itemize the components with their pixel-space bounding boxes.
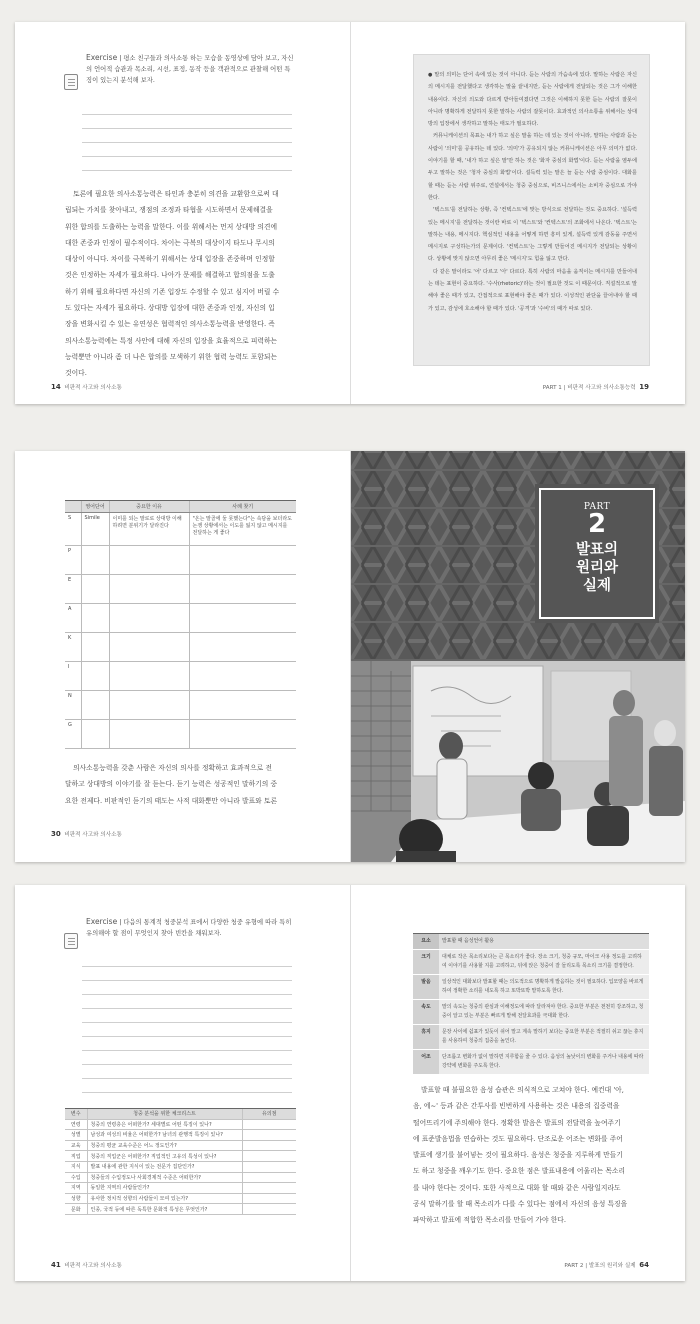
box-paragraph: '텍스트'를 전달하는 상황, 즉 '컨텍스트'에 맞는 방식으로 전달하는 것도 중요하다. '설득력 있는 메시지'를 전달하는 것이란 바로 이 '텍스트'와 '컨텍스트'의 조화에서 나온다. '텍스트'는 말하는 내용, 메시지다. 핵심적인 내용을 어떻게 하면 흥미 있게, 설득력 있게 감동을 주면서 메시지로 구성하는가의 문제이다. '컨텍스트'는 그렇게 만들어진 메시지가 전달되는 상황이다. 상황에 맞지 않으면 아무리 좋은 '메시지'도 힘을 잃고 만다. <box>428 207 637 263</box>
writing-line <box>82 128 292 129</box>
row-word <box>81 604 109 633</box>
row-word: Simile <box>81 513 109 546</box>
row-example <box>189 575 296 604</box>
row-letter: I <box>65 662 81 691</box>
writing-line <box>82 1008 292 1009</box>
exercise-icon <box>64 933 78 949</box>
part-title-line: 발표의 <box>575 542 619 558</box>
page-number: 30 <box>51 830 61 838</box>
page-number: 14 <box>51 383 61 391</box>
element-desc: 대체로 작은 목소리보다는 큰 목소리가 좋다. 장소 크기, 청중 규모, 마이크 사용 정도를 고려하여 이야기를 사용할 지를 고려하고, 뒤에 앉은 청중이 잘 들리도록 목소리 크기를 결정한다. <box>439 950 649 975</box>
writing-line <box>82 980 292 981</box>
writing-line <box>82 142 292 143</box>
box-paragraph: ● 말의 의미는 단어 속에 있는 것이 아니다. 듣는 사람의 가슴속에 있다. 말하는 사람은 자신의 메시지를 전달했다고 생각하는 말을 끝내지만, 듣는 사람에게 전달되는 것은 그가 이해한 내용이다. 자신의 의도와 다르게 받아들여졌다면 그것은 이해하지 못한 듣는 사람의 잘못이 아니라 명확하게 전달하지 못한 말하는 사람의 잘못이다. 효과적인 의사소통을 위해서는 상대방의 입장에서 생각하고 말하는 태도가 필요하다. <box>428 72 638 128</box>
left-folio <box>51 383 122 391</box>
table-row <box>65 1119 296 1130</box>
gutter <box>350 22 351 404</box>
right-folio: PART 1 | 비판적 사고와 의사소통능력 19 <box>542 383 649 391</box>
writing-line <box>82 1064 292 1065</box>
spread-pages-41-64 <box>15 885 685 1281</box>
left-folio <box>51 1261 122 1269</box>
body-line: 공식 말하기를 할 때 목소리가 다를 수 있다는 점에서 자신의 음성 특징을 <box>413 1200 628 1209</box>
table-header <box>65 501 81 513</box>
row-variable: 교육 <box>65 1140 87 1151</box>
row-check: 청중의 평균 교육수준은 어느 정도인가? <box>87 1140 242 1151</box>
table-row <box>65 633 296 662</box>
table-row <box>65 1193 296 1204</box>
part-label: PART 1 <box>542 385 562 391</box>
table-header: 발표할 때 음성언어 활용 <box>439 934 649 950</box>
page-number: 19 <box>639 383 649 391</box>
row-reason <box>109 691 189 720</box>
table-header: 유의점 <box>242 1109 296 1120</box>
exercise-text: 평소 친구들과 의사소통 하는 모습을 동영상에 담아 보고, 자신의 언어적 습관과 목소리, 시선, 표정, 동작 등을 객관적으로 관찰해 어떤 특징이 있는지 분석해 보자. <box>86 55 294 84</box>
row-word <box>81 575 109 604</box>
table-row <box>413 1050 649 1075</box>
quote-box <box>413 54 650 366</box>
exercise-label: Exercise <box>86 53 118 62</box>
body-line: 의사소통능력에는 특정 사안에 대해 자신의 입장을 효율적으로 피력하는 <box>65 336 278 345</box>
element-desc: 단조롭고 변화가 없이 말하면 지루함을 줄 수 있다. 음성의 높낮이의 변화를 주거나 내용에 따라 강약에 변화를 주도록 한다. <box>439 1050 649 1075</box>
row-reason <box>109 662 189 691</box>
table-row <box>65 1183 296 1194</box>
body-line: 능력뿐만 아니라 좀 더 나은 합의를 모색하기 위한 협력 능력도 포함되는 <box>65 352 278 361</box>
table-header-row <box>65 1109 296 1120</box>
row-reason: 이미를 되는 말로로 상대방 이해하려면 분위기가 달라진다 <box>109 513 189 546</box>
row-word <box>81 662 109 691</box>
table-row <box>413 950 649 975</box>
body-line: 발표에 생기를 불어넣는 것이 필요하다. 음성은 청중을 지루하게 만들기 <box>413 1151 623 1160</box>
body-line: 위한 합의를 도출하는 능력을 말한다. 이를 위해서는 먼저 상대방 의견에 <box>65 222 278 231</box>
page-number: 41 <box>51 1261 61 1269</box>
writing-line <box>82 1050 292 1051</box>
part-title-box <box>539 488 655 619</box>
row-note <box>242 1183 296 1194</box>
running-title: 비판적 사고와 의사소통 <box>64 832 122 838</box>
body-line: 음, 에~' 등과 같은 간투사를 빈번하게 사용하는 것은 내용의 집중력을 <box>413 1102 620 1111</box>
page-number: 64 <box>639 1261 649 1269</box>
table-row <box>65 1140 296 1151</box>
running-title: 비판적 사고와 의사소통 <box>64 1263 122 1269</box>
table-header: 청중 분석을 위한 체크리스트 <box>87 1109 242 1120</box>
table-row <box>65 1204 296 1215</box>
table-row <box>65 575 296 604</box>
running-title: 비판적 사고와 의사소통 <box>64 385 122 391</box>
row-variable: 직업 <box>65 1151 87 1162</box>
running-title: 발표의 원리와 실제 <box>588 1263 636 1269</box>
row-example <box>189 720 296 749</box>
table-row <box>65 604 296 633</box>
body-text <box>65 760 297 809</box>
box-paragraph: 커뮤니케이션의 목표는 내가 하고 싶은 말을 하는 데 있는 것이 아니라, 말하는 사람과 듣는 사람이 '의미'를 공유하는 데 있다. '의미'가 공유되지 않는 커뮤니케이션은 아무 의미가 없다. 이야기를 할 때, '내가 하고 싶은 말'만 하는 것은 '화자 중심의 화법'이다. 듣는 사람을 염두에 두고 말하는 것은 '청자 중심의 화법'이다. 설득력 있는 말은 늘 듣는 사람 중심이다. 대화를 할 때는 듣는 사람 위주로, 연설에서는 청중 중심으로, 비즈니스에서는 소비자 중심으로 가야 한다. <box>428 133 637 201</box>
audience-analysis-table <box>65 1108 296 1215</box>
table-header: 변수 <box>65 1109 87 1120</box>
meeting-photo-illustration <box>351 661 685 862</box>
table-header: 사례 찾기 <box>189 501 296 513</box>
writing-line <box>82 1078 292 1079</box>
row-check: 인종, 국적 등에 따른 독특한 문화적 특성은 무엇인가? <box>87 1204 242 1215</box>
body-line: 하기 위해 필요하다면 자신의 기존 입장도 수정할 수 있고 심지어 버릴 수 <box>65 287 280 296</box>
exercise-prompt: Exercise | 다음의 통계적 청중분석 표에서 다양한 청중 유형에 따라 특히 유의해야 할 점이 무엇인지 찾아 빈칸을 채워보자. <box>86 917 292 937</box>
left-folio <box>51 830 122 838</box>
row-variable: 수입 <box>65 1172 87 1183</box>
row-check: 유사한 정치적 성향의 사람들이 모여 있는가? <box>87 1193 242 1204</box>
row-reason <box>109 575 189 604</box>
row-check: 청중의 직업군은 어떠한가? 직업적인 고유의 특성이 있나? <box>87 1151 242 1162</box>
row-note <box>242 1140 296 1151</box>
table-header: 요소 <box>413 934 439 950</box>
row-variable: 문화 <box>65 1204 87 1215</box>
row-variable: 성별 <box>65 1130 87 1141</box>
row-check: 남성과 여성의 비율은 어떠한가? 남녀의 관행적 특징이 있나? <box>87 1130 242 1141</box>
row-reason <box>109 720 189 749</box>
row-example <box>189 604 296 633</box>
exercise-text: 다음의 통계적 청중분석 표에서 다양한 청중 유형에 따라 특히 유의해야 할 점이 무엇인지 찾아 빈칸을 채워보자. <box>86 919 292 937</box>
row-note <box>242 1151 296 1162</box>
body-line: 를 내야 한다는 것이다. 또한 사적으로 대화 할 때와 같은 사람일지라도 <box>413 1183 621 1192</box>
row-check: 동일한 지역의 사람들인가? <box>87 1183 242 1194</box>
element-desc: 문장 사이에 쉼표가 있듯이 쉬어 말고 계속 말하기 보다는 중요한 부분은 적절히 쉬고 끊는 휴지를 사용하여 청중의 집중을 높인다. <box>439 1025 649 1050</box>
writing-line <box>82 1036 292 1037</box>
element-key: 휴지 <box>413 1025 439 1050</box>
body-line: 달하고 상대방의 이야기를 잘 듣는다. 듣기 능력은 성공적인 말하기의 중 <box>65 780 278 789</box>
table-row <box>65 1130 296 1141</box>
writing-line <box>82 1022 292 1023</box>
row-note <box>242 1161 296 1172</box>
body-line: 대상이 아니다. 차이를 극복하기 위해서는 상대 입장을 존중하며 인정할 <box>65 255 275 264</box>
body-line: 발표할 때 불필요한 음성 습관은 의식적으로 고쳐야 한다. 예컨대 '아, <box>421 1086 624 1094</box>
body-line: 요한 전제다. 비판적인 듣기의 태도는 사적 대화뿐만 아니라 발표와 토론 <box>65 796 278 805</box>
part-title-line: 원리와 <box>575 560 619 576</box>
exercise-icon <box>64 74 78 90</box>
row-note <box>242 1119 296 1130</box>
row-note <box>242 1172 296 1183</box>
row-check: 발표 내용에 관한 지식이 있는 전문가 집단인가? <box>87 1161 242 1172</box>
row-example <box>189 546 296 575</box>
part-label: PART <box>583 502 611 512</box>
writing-line <box>82 994 292 995</box>
element-desc: 말의 속도는 청중의 관심과 이해정도에 따라 달라져야 한다. 중요한 부분은 천천히 강조하고, 청중이 알고 있는 부분은 빠르게 말해 전달효과를 극대화 한다. <box>439 1000 649 1025</box>
table-row <box>65 513 296 546</box>
part-number: 2 <box>587 509 607 539</box>
body-text <box>413 1082 649 1229</box>
row-note <box>242 1204 296 1215</box>
part-label: PART 2 <box>564 1263 584 1269</box>
running-title: 비판적 사고와 의사소통능력 <box>567 385 636 391</box>
row-check: 청중들의 수입정도나 사회경제적 수준은 어떠한가? <box>87 1172 242 1183</box>
body-line: 에 표준발음법을 연습하는 것도 필요하다. 단조로운 어조는 변화를 주어 <box>413 1134 623 1143</box>
right-folio: PART 2 | 발표의 원리와 실제 64 <box>564 1261 649 1269</box>
row-letter: G <box>65 720 81 749</box>
row-variable: 성향 <box>65 1193 87 1204</box>
element-desc: 일상적인 대화보다 발표할 때는 의도적으로 명확하게 발음하는 것이 필요하다. 입모양을 바르게 하여 정확한 소리를 내도록 하고 또박또박 말하도록 한다. <box>439 975 649 1000</box>
voice-elements-table <box>413 933 649 1075</box>
body-line: 립되는 가치를 찾아내고, 쟁점의 조정과 타협을 시도하면서 문제해결을 <box>65 206 273 215</box>
row-variable: 지역 <box>65 1183 87 1194</box>
writing-line <box>82 156 292 157</box>
spread-pages-14-19 <box>15 22 685 404</box>
exercise-prompt: Exercise | 평소 친구들과 의사소통 하는 모습을 동영상에 담아 보고, 자신의 언어적 습관과 목소리, 시선, 표정, 동작 등을 객관적으로 관찰해 어떤 특징이 있는지 분석해 보자. <box>86 53 294 84</box>
row-example <box>189 633 296 662</box>
table-row <box>65 1172 296 1183</box>
row-example: "온는 말골에 둘 못했는다"는 속담을 보더라도 논쟁 상황에서는 이도를 잃지 않고 메시지를 전달하는 게 좋다 <box>189 513 296 546</box>
row-reason <box>109 604 189 633</box>
writing-line <box>82 966 292 967</box>
row-example <box>189 662 296 691</box>
row-letter: A <box>65 604 81 633</box>
row-note <box>242 1193 296 1204</box>
table-header: 중요한 이유 <box>109 501 189 513</box>
row-reason <box>109 633 189 662</box>
row-word <box>81 633 109 662</box>
table-row <box>65 720 296 749</box>
row-variable: 지식 <box>65 1161 87 1172</box>
writing-line <box>82 170 292 171</box>
row-word <box>81 691 109 720</box>
body-text <box>65 186 297 382</box>
table-row <box>65 1151 296 1162</box>
writing-line <box>82 1092 292 1093</box>
gutter <box>350 885 351 1281</box>
table-row <box>65 1161 296 1172</box>
element-key: 발음 <box>413 975 439 1000</box>
body-line: 장을 변화시킬 수 있는 유연성은 협력적인 의사소통능력을 반영한다. 즉 <box>65 320 275 329</box>
table-row <box>413 1000 649 1025</box>
body-line: 의사소통능력을 갖춘 사람은 자신의 의사를 정확하고 효과적으로 전 <box>73 764 272 772</box>
row-letter: K <box>65 633 81 662</box>
row-note <box>242 1130 296 1141</box>
meeting-photo <box>351 661 685 862</box>
row-letter: E <box>65 575 81 604</box>
table-header-row <box>65 501 296 513</box>
row-letter: S <box>65 513 81 546</box>
speaking-table <box>65 500 296 749</box>
table-row <box>65 691 296 720</box>
body-line: 도 있다는 자세가 필요하다. 상대방 입장에 대한 존중과 인정, 자신의 입 <box>65 304 275 313</box>
box-paragraph: 다 같은 말이라도 '어' 다르고 '아' 다르다. 특히 사람의 마음을 움직이는 메시지를 만들어내는 데는 표현이 중요하다. '수사(rhetoric)'라는 것이 필요한 것도 이 때문이다. 직설적으로 말해야 좋은 때가 있고, 간접적으로 표현해야 좋은 때가 있다. 이성적인 판단을 끌어내야 할 때가 있고, 감성에 호소해야 할 때가 있다. '공격'과 '수비'의 때가 따로 있다. <box>428 268 637 312</box>
row-word <box>81 720 109 749</box>
exercise-label: Exercise <box>86 917 118 926</box>
body-line: 토론에 필요한 의사소통능력은 타인과 충분히 의견을 교환함으로써 대 <box>73 190 279 198</box>
part-title-line: 실제 <box>582 578 611 594</box>
table-row <box>413 975 649 1000</box>
body-line: 대한 존중과 인정이 필수적이다. 차이는 극복의 대상이지 타도나 무시의 <box>65 238 275 247</box>
body-line: 파악하고 발표에 적합한 목소리를 만들어 가야 한다. <box>413 1216 567 1225</box>
row-letter: P <box>65 546 81 575</box>
table-row <box>65 662 296 691</box>
element-key: 크기 <box>413 950 439 975</box>
row-letter: N <box>65 691 81 720</box>
element-key: 속도 <box>413 1000 439 1025</box>
row-variable: 연령 <box>65 1119 87 1130</box>
spread-pages-30-part2 <box>15 451 685 862</box>
table-row <box>65 546 296 575</box>
element-key: 어조 <box>413 1050 439 1075</box>
writing-line <box>82 114 292 115</box>
body-line: 것은 인정하는 자세가 필요하다. 나아가 문제를 해결하고 합의점을 도출 <box>65 271 275 280</box>
table-header-row <box>413 934 649 950</box>
box-text <box>428 69 637 315</box>
body-line: 도 하고 청중을 깨우기도 한다. 중요한 점은 발표내용에 어울리는 목소리 <box>413 1167 626 1176</box>
row-example <box>189 691 296 720</box>
row-word <box>81 546 109 575</box>
table-header: 영어단어 <box>81 501 109 513</box>
body-line: 것이다. <box>65 369 87 378</box>
row-reason <box>109 546 189 575</box>
row-check: 청중의 연령층은 어떠한가? 세대별로 어떤 특징이 있나? <box>87 1119 242 1130</box>
body-line: 떨어뜨리기에 주의해야 한다. 정확한 발음은 발표의 전달력을 높여주기 <box>413 1118 621 1127</box>
table-row <box>413 1025 649 1050</box>
